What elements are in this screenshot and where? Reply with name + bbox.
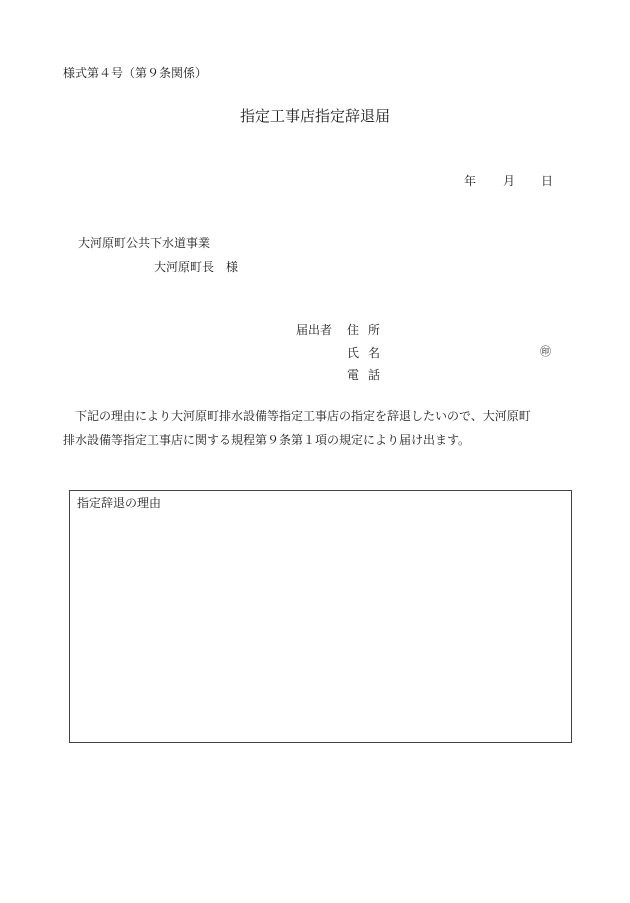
applicant-label: 届出者: [296, 323, 333, 337]
recipient-organization: 大河原町公共下水道事業: [78, 236, 211, 250]
recipient-mayor: 大河原町長 様: [154, 260, 239, 274]
body-text-line-2: 排水設備等指定工事店に関する規程第９条第１項の規定により届け出ます。: [63, 433, 471, 447]
date-month-label: 月: [503, 174, 516, 188]
address-label: 住所: [347, 323, 390, 337]
name-label: 氏名: [347, 346, 390, 360]
reason-label: 指定辞退の理由: [77, 496, 162, 510]
reason-box[interactable]: [69, 490, 572, 743]
seal-mark: ㊞: [540, 345, 551, 358]
form-number: 様式第４号（第９条関係）: [63, 66, 208, 80]
document-title: 指定工事店指定辞退届: [239, 107, 390, 125]
date-year-label: 年: [464, 174, 477, 188]
phone-label: 電話: [347, 368, 390, 382]
body-text-line-1: 下記の理由により大河原町排水設備等指定工事店の指定を辞退したいので、大河原町: [75, 409, 531, 423]
date-day-label: 日: [541, 174, 554, 188]
